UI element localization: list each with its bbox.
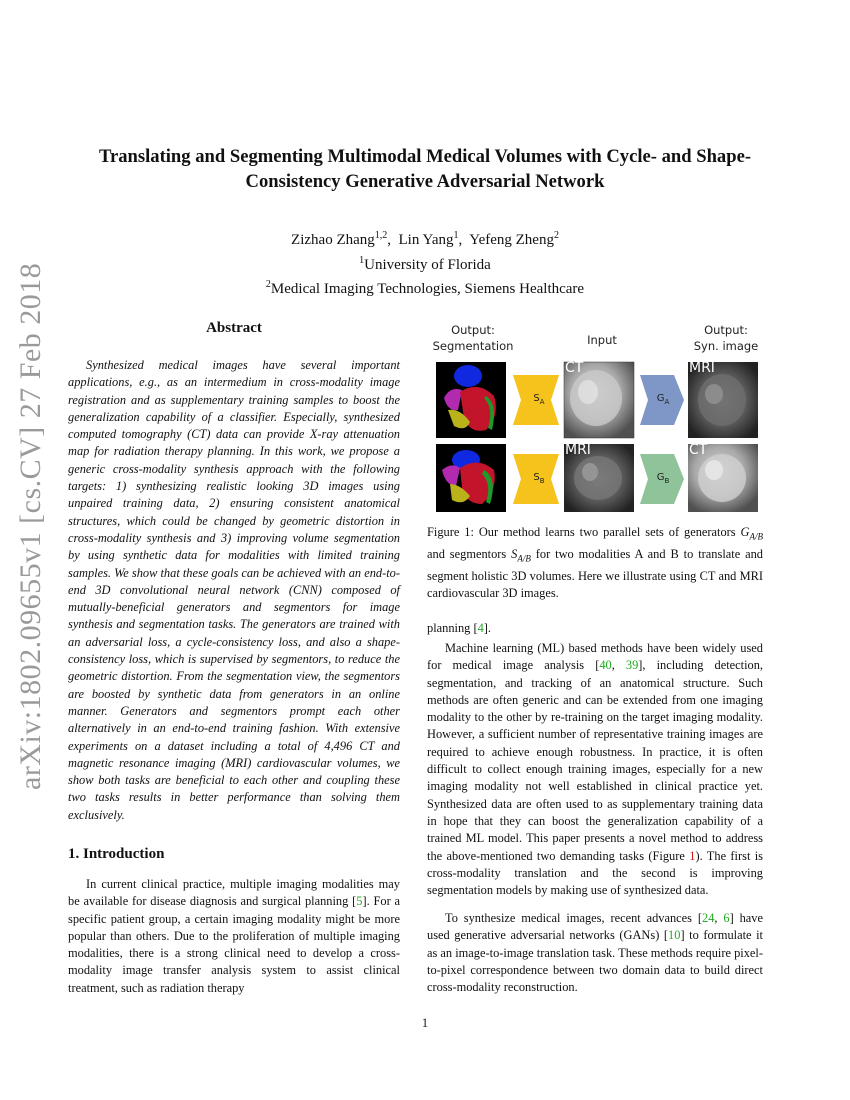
arxiv-side-stamp [14,262,54,790]
introduction-heading: 1. Introduction [68,846,165,862]
paragraph-continuation: planning [4]. [427,621,492,635]
figure-reference-link[interactable]: 1 [689,848,696,863]
figure-1 [430,318,765,516]
citation-link[interactable]: 5 [356,894,363,909]
paragraph-ml-methods: Machine learning (ML) based methods have been widely used for medical image analysis [40, 39], including detection, segmentation, and tracking of an anatomical structure. Such methods are often generic and can be extended from one imaging modality to the other by re-training on the target imaging modality. However, a sufficient number of representative training images are required to achieve enough robustness. In practice, it is often difficult to collect enough training images, especially for a new imaging modality not well established in clinical practice yet. Synthesized data are often used to as supplementary training data in hope that they can boost the generalization capability of a trained ML model. This paper presents a novel method to address the above-mentioned two demanding tasks (Figure 1). The first is cross-modality translation and the second is improving segmentation models by making use of synthesized data. [427,641,764,898]
paragraph-synthesis: To synthesize medical images, recent advances [24, 6] have used generative adversarial networks (GANs) [10] to formulate it as an image-to-image translation task. These methods require pixel-to-pixel correspondence between two domain data to build direct cross-modality reconstruction. [427,911,763,995]
label-output-segmentation: Output: Segmentation [432,323,514,353]
figure-diagram [430,318,765,516]
author-names: Zizhao Zhang$^{1,2}$, Lin Yang$^1$, Yefeng Zheng$^2$ [291,230,559,248]
affiliation-1: $^1$University of Florida [359,254,491,273]
author-3: Yefeng Zheng [469,232,554,248]
abstract-text: Synthesized medical images have several important applications, e.g., as an intermedium in cross-modality image registration and as supplementary training samples to boost the generalization capability of a classifier. Especially, synthesized computed tomography (CT) data can provide X-ray attenuation map for radiation therapy planning. In this work, we propose a generic cross-modality synthesis approach with the following targets: 1) synthesizing realistic looking 3D images using unpaired training data, 2) ensuring consistent anatomical structures, which could be changed by geometric distortion in cross-modality synthesis and 3) improving volume segmentation by using synthetic data for modalities with limited training samples. We show that these goals can be achieved with an end-to-end 3D convolutional neural network (CNN) composed of mutually-beneficial generators and segmentors for image synthesis and segmentation tasks. The generators are trained with an adversarial loss, a cycle-consistency loss, and also a shape-consistency loss, which is supervised by segmentors, to reduce the geometric distortion. From the segmentation view, the segmentors are boosted by synthetic data from generators in an online manner. Generators and segmentors prompt each other alternatively in an end-to-end training fashion. With extensive experiments on a dataset including a total of 4,496 CT and magnetic resonance imaging (MRI) cardiovascular volumes, we show both tasks are beneficial to each other and coupling these two tasks results in better performance than solving them exclusively. [68,358,400,822]
author-2-affil: 1 [453,230,459,241]
segmentor-a-label: $S_A$ [533,393,545,406]
segmentation-output-1 [436,362,506,438]
citation-link[interactable]: 6 [723,911,730,925]
introduction-paragraph: In current clinical practice, multiple imaging modalities may be available for disease diagnosis and surgical planning [5]. For a specific patient group, a certain imaging modality might be more popular than others. Due to the proliferation of multiple imaging modalities, there is a strong clinical need to develop a cross-modality image transfer analysis system to assist clinical treatment, such as radiation therapy [68,877,400,995]
author-1: Zizhao Zhang [291,232,375,248]
author-3-affil: 2 [553,230,559,241]
output-ct-label: CT [689,442,708,458]
segmentation-output-2 [436,444,506,512]
arxiv-identifier: arXiv:1802.09655v1 [cs.CV] 27 Feb 2018 [14,262,47,790]
segmentor-b-label: $S_B$ [533,472,545,485]
output-mri-label: MRI [689,360,715,376]
citation-link[interactable]: 24 [702,911,715,925]
author-block [60,226,790,300]
citation-link[interactable]: 40 [599,658,612,673]
label-input: Input [587,333,617,347]
abstract-heading: Abstract [206,320,262,336]
generator-b-label: $G_B$ [656,472,670,485]
affiliation-2: $^2$Medical Imaging Technologies, Siemens Healthcare [265,279,585,297]
paper-title: Translating and Segmenting Multimodal Medical Volumes with Cycle- and Shape-Consistency Generative Adversarial Network [98,146,752,192]
input-mri-label: MRI [565,442,591,458]
citation-link[interactable]: 10 [668,928,681,943]
citation-link[interactable]: 4 [477,621,484,635]
figure-1-caption: Figure 1: Our method learns two parallel sets of generators $G_{A/B}$ and segmentors $S_{A/B}$ for two modalities A and B to translate and segment holistic 3D volumes. Here we illustrate using CT and MRI cardiovascular 3D images. [427,525,764,600]
citation-link[interactable]: 39 [625,658,639,673]
input-ct-label: CT [565,360,584,376]
author-2: Lin Yang [398,232,454,248]
author-1-affil: 1,2 [374,230,388,241]
label-output-syn-image: Output: Syn. image [693,323,759,353]
generator-a-label: $G_A$ [656,393,670,406]
page-number: 1 [421,1016,429,1030]
